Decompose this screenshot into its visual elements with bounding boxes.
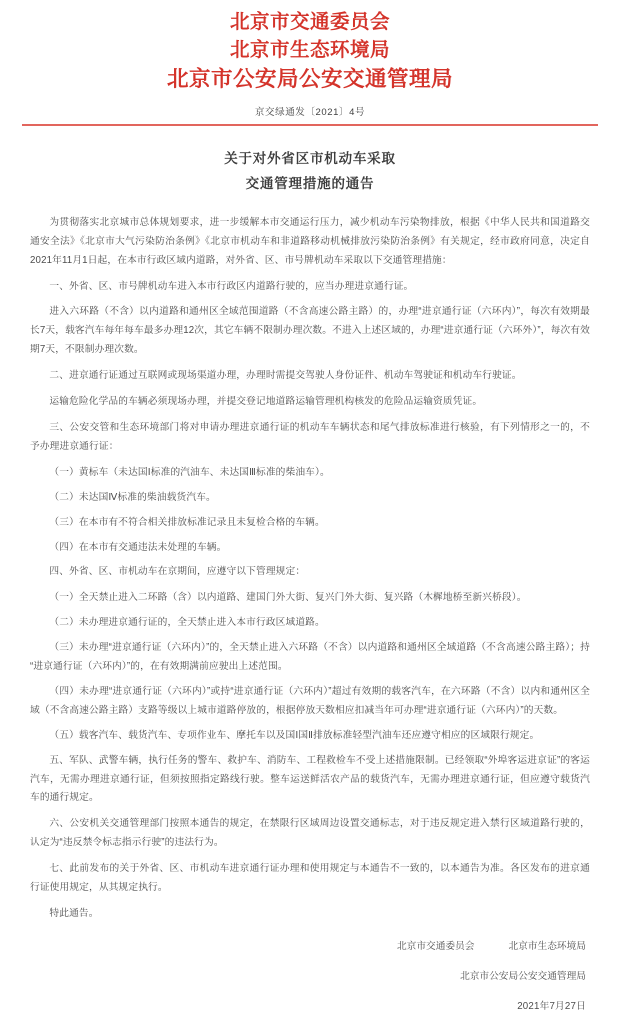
issuing-org-line-3: 北京市公安局公安交通管理局 bbox=[166, 67, 453, 92]
document-title bbox=[22, 147, 598, 197]
section-3-item-4: （四）在本市有交通违法未处理的车辆。 bbox=[49, 541, 227, 553]
issuing-org-line-2: 北京市生态环境局 bbox=[229, 38, 390, 61]
section-5-heading: 五、军队、武警车辆，执行任务的警车、救护车、消防车、工程救检车不受上述措施限制。已经领取“外埠客运进京证”的客运汽车，无需办理进京通行证，但须按照指定路线行驶。整车运送鲜活农产品的载货汽车，无需办理进京通行证，但应遵守载货汽车的通行规定。 bbox=[30, 754, 590, 804]
section-7-heading: 七、此前发布的关于外省、区、市机动车进京通行证办理和使用规定与本通告不一致的，以本通告为准。各区发布的进京通行证使用规定，从其规定执行。 bbox=[30, 863, 590, 894]
section-2-heading: 二、进京通行证通过互联网或现场渠道办理，办理时需提交驾驶人身份证件、机动车驾驶证和机动车行驶证。 bbox=[49, 370, 522, 382]
paragraph-preamble: 为贯彻落实北京城市总体规划要求，进一步缓解本市交通运行压力，减少机动车污染物排放，根据《中华人民共和国道路交通安全法》《北京市大气污染防治条例》《北京市机动车和非道路移动机械排放污染防治条例》有关规定，经市政府同意，决定自2021年11月1日起，在本市行政区域内道路，对外省、区、市号牌机动车采取以下交通管理措施： bbox=[30, 216, 590, 266]
section-4-item-1: （一）全天禁止进入二环路（含）以内道路、建国门外大街、复兴门外大街、复兴路（木樨地桥至新兴桥段）。 bbox=[49, 592, 527, 604]
section-6-heading: 六、公安机关交通管理部门按照本通告的规定，在禁限行区域周边设置交通标志，对于违反规定进入禁行区域道路行驶的，认定为“违反禁令标志指示行驶”的违法行为。 bbox=[30, 818, 590, 849]
document-masthead bbox=[22, 0, 598, 118]
signature-issuer-3: 北京市公安局公安交通管理局 bbox=[460, 970, 586, 982]
signature-block bbox=[22, 938, 598, 1017]
section-3-heading: 三、公安交管和生态环境部门将对申请办理进京通行证的机动车车辆状态和尾气排放标准进行核验，有下列情形之一的，不予办理进京通行证： bbox=[30, 421, 590, 452]
document-body bbox=[22, 214, 598, 924]
section-4-item-3: （三）未办理“进京通行证（六环内）”的，全天禁止进入六环路（不含）以内道路和通州区全域道路（不含高速公路主路）；持“进京通行证（六环内）”的，在有效期满前应驶出上述范围。 bbox=[30, 642, 590, 673]
section-3-item-3: （三）在本市有不符合相关排放标准记录且未复检合格的车辆。 bbox=[49, 516, 325, 528]
signature-date: 2021年7月27日 bbox=[517, 1000, 586, 1012]
document-title-line-1: 关于对外省区市机动车采取 bbox=[224, 150, 396, 166]
section-1-heading: 一、外省、区、市号牌机动车进入本市行政区内道路行驶的，应当办理进京通行证。 bbox=[49, 280, 414, 292]
signature-issuer-1: 北京市交通委员会 bbox=[397, 940, 475, 952]
document-number: 京交绿通发〔2021〕4号 bbox=[254, 106, 366, 118]
document-title-line-2: 交通管理措施的通告 bbox=[245, 175, 375, 191]
section-4-item-2: （二）未办理进京通行证的，全天禁止进入本市行政区域道路。 bbox=[49, 617, 325, 629]
section-4-heading: 四、外省、区、市机动车在京期间，应遵守以下管理规定： bbox=[49, 566, 306, 578]
section-3-item-1: （一）黄标车（未达国Ⅰ标准的汽油车、未达国Ⅲ标准的柴油车）。 bbox=[49, 466, 330, 478]
red-divider-rule bbox=[22, 124, 598, 126]
closing-statement: 特此通告。 bbox=[49, 908, 99, 920]
issuing-org-line-1: 北京市交通委员会 bbox=[229, 11, 390, 33]
section-2-paragraph-1: 运输危险化学品的车辆必须现场办理，并提交登记地道路运输管理机构核发的危险品运输资质凭证。 bbox=[49, 396, 483, 408]
signature-row-primary bbox=[22, 938, 586, 957]
section-4-item-5: （五）载客汽车、载货汽车、专项作业车、摩托车以及国Ⅰ国Ⅱ排放标准轻型汽油车还应遵守相应的区域限行规定。 bbox=[49, 729, 540, 741]
signature-issuer-2: 北京市生态环境局 bbox=[508, 940, 586, 952]
section-3-item-2: （二）未达国Ⅳ标准的柴油载货汽车。 bbox=[49, 491, 216, 503]
section-4-item-4: （四）未办理“进京通行证（六环内）”或持“进京通行证（六环内）”超过有效期的载客汽车，在六环路（不含）以内和通州区全域（不含高速公路主路）支路等级以上城市道路停放的，根据停放天数相应扣减当年可办理“进京通行证（六环内）”的天数。 bbox=[30, 685, 590, 716]
section-1-paragraph-1: 进入六环路（不含）以内道路和通州区全域范围道路（不含高速公路主路）的，办理“进京通行证（六环内）”，每次有效期最长7天，载客汽车每年每车最多办理12次，其它车辆不限制办理次数。不进入上述区域的，办理“进京通行证（六环外）”，每次有效期7天，不限制办理次数。 bbox=[30, 306, 590, 356]
